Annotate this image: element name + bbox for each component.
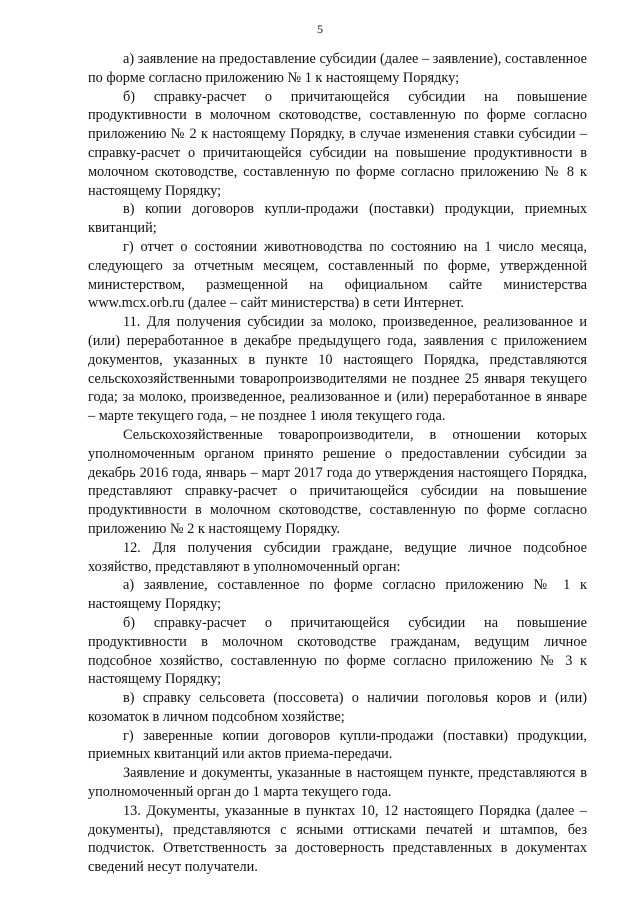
paragraph-13: 13. Документы, указанные в пунктах 10, 12 настоящего Порядка (далее – документы), представляются с ясными оттисками печатей и штампов, без подчисток. Ответственность за достоверность представленных в документах сведений несут получатели. <box>88 802 587 876</box>
paragraph-12: 12. Для получения субсидии граждане, ведущие личное подсобное хозяйство, представляют в уполномоченный орган: <box>88 539 587 575</box>
paragraph-12g: г) заверенные копии договоров купли-продажи (поставки) продукции, приемных квитанций или актов приема-передачи. <box>88 727 587 763</box>
paragraph-10g: г) отчет о состоянии животноводства по состоянию на 1 число месяца, следующего за отчетным месяцем, составленный по форме, утвержденной министерством, размещенной на официальном сайте министерства www.mcx.orb.ru (далее – сайт министерства) в сети Интернет. <box>88 238 587 312</box>
paragraph-10v: в) копии договоров купли-продажи (поставки) продукции, приемных квитанций; <box>88 201 587 237</box>
paragraph-10b: б) справку-расчет о причитающейся субсидии на повышение продуктивности в молочном скотоводстве, составленную по форме согласно приложению № 2 к настоящему Порядку, в случае изменения ставки субсидии – справку-расчет о причитающейся субсидии на повышение продуктивности в молочном скотоводстве, составленную по форме согласно приложению № 8 к настоящему Порядку; <box>88 88 587 199</box>
paragraph-12v: в) справку сельсовета (поссовета) о наличии поголовья коров и (или) козоматок в личном подсобном хозяйстве; <box>88 690 587 725</box>
page-number: 5 <box>317 22 323 36</box>
document-body <box>88 50 587 877</box>
paragraph-11-note: Сельскохозяйственные товаропроизводители, в отношении которых уполномоченным органом принято решение о предоставлении субсидии за декабрь 2016 года, январь – март 2017 года до утверждения настоящего Порядка, представляют справку-расчет о причитающейся субсидии на повышение продуктивности в молочном скотоводстве, составленную по форме согласно приложению № 2 к настоящему Порядку. <box>88 426 587 537</box>
paragraph-12-deadline: Заявление и документы, указанные в настоящем пункте, представляются в уполномоченный орган до 1 марта текущего года. <box>88 765 587 801</box>
paragraph-10a: а) заявление на предоставление субсидии (далее – заявление), составленное по форме согласно приложению № 1 к настоящему Порядку; <box>88 51 587 86</box>
paragraph-12b: б) справку-расчет о причитающейся субсидии на повышение продуктивности в молочном скотоводстве гражданам, ведущим личное подсобное хозяйство, составленную по форме согласно приложению № 3 к настоящему Порядку; <box>88 614 587 688</box>
paragraph-11: 11. Для получения субсидии за молоко, произведенное, реализованное и (или) переработанное в декабре предыдущего года, заявления с приложением документов, указанных в пункте 10 настоящего Порядка, представляются сельскохозяйственными товаропроизводителями не позднее 25 января текущего года; за молоко, произведенное, реализованное и (или) переработанное в январе – марте текущего года, – не позднее 1 июля текущего года. <box>88 314 587 425</box>
paragraph-12a: а) заявление, составленное по форме согласно приложению № 1 к настоящему Порядку; <box>88 577 587 613</box>
